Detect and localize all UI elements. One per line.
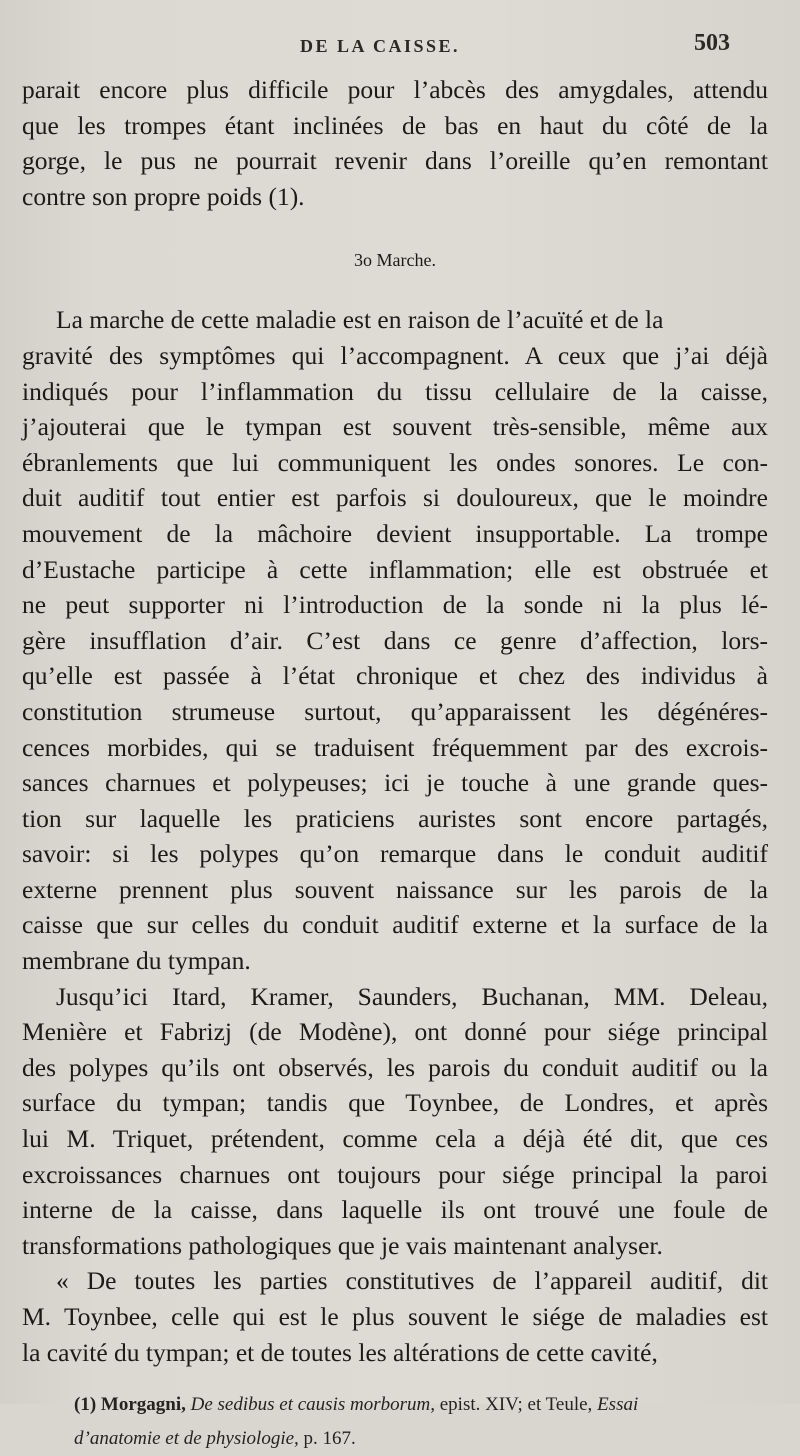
text-line: tion sur laquelle les praticiens auristes sont encore partagés, [22,803,768,833]
text-line: contre son propre poids (1). [22,181,305,211]
text-line: que les trompes étant inclinées de bas en haut du côté de la [22,110,768,140]
text-line: ne peut supporter ni l’introduction de la sonde ni la plus lé- [22,590,768,620]
paragraph [22,302,768,338]
text-line: caisse que sur celles du conduit auditif externe et la surface de la [22,910,768,940]
page-number: 503 [694,30,730,56]
text-line: gravité des symptômes qui l’accompagnent. A ceux que j’ai déjà [22,340,768,370]
text-line: surface du tympan; tandis que Toynbee, de Londres, et après [22,1088,768,1118]
paragraph [22,979,768,1264]
footnote-title: d’anatomie et de physiologie, [74,1428,299,1450]
text-line: interne de la caisse, dans laquelle ils ont trouvé une foule de [22,1195,768,1225]
text-line: M. Toynbee, celle qui est le plus souvent le siége de maladies est [22,1302,768,1331]
running-head: DE LA CAISSE. [300,36,461,56]
body-text [22,72,768,1456]
text-line: des polypes qu’ils ont observés, les parois du conduit auditif ou la [22,1052,768,1082]
text-line: gorge, le pus ne pourrait revenir dans l’oreille qu’en remontant [22,146,768,176]
page-header [0,28,800,68]
paragraph-continued [22,72,768,214]
text-line: membrane du tympan. [22,946,251,976]
text-line: savoir: si les polypes qu’on remarque dans le conduit auditif [22,839,768,869]
text-line: constitution strumeuse surtout, qu’apparaissent les dégénéres- [22,696,768,726]
footnote-page: p. 167. [298,1428,356,1450]
text-line: excroissances charnues ont toujours pour siége principal la paroi [22,1159,768,1189]
footnote-marker: (1) Morgagni, [74,1394,186,1416]
text-line: indiqués pour l’inflammation du tissu cellulaire de la caisse, [22,376,768,406]
paragraph-quotation [22,1263,768,1370]
text-line: la cavité du tympan; et de toutes les altérations de cette cavité, [22,1337,658,1367]
text-line: parait encore plus difficile pour l’abcès des amygdales, attendu [22,75,768,104]
text-line: transformations pathologiques que je vais maintenant analyser. [22,1230,663,1260]
footnote [22,1388,768,1456]
footnote-title: De sedibus et causis morborum, [190,1394,435,1416]
footnote-text: epist. XIV; et Teule, [434,1394,598,1416]
paragraph-body [22,338,768,979]
footnote-title: Essai [597,1394,639,1416]
text-line: qu’elle est passée à l’état chronique et chez des individus à [22,661,768,691]
text-line: cences morbides, qui se traduisent fréquemment par des excrois- [22,732,768,762]
text-line: ébranlements que lui communiquent les ondes sonores. Le con- [22,447,768,477]
text-line: d’Eustache participe à cette inflammation; elle est obstruée et [22,554,768,584]
text-line: sances charnues et polypeuses; ici je touche à une grande ques- [22,768,768,798]
text-line: gère insufflation d’air. C’est dans ce genre d’affection, lors- [22,625,768,655]
text-line: Jusqu’ici Itard, Kramer, Saunders, Buchanan, MM. Deleau, [56,981,768,1011]
text-line: mouvement de la mâchoire devient insupportable. La trompe [22,518,768,548]
section-heading: 3o Marche. [354,250,436,271]
text-line: La marche de cette maladie est en raison de l’acuïté et de la [56,305,664,335]
text-line: externe prennent plus souvent naissance sur les parois de la [22,874,768,904]
text-line: duit auditif tout entier est parfois si douloureux, que le moindre [22,483,768,513]
text-line: « De toutes les parties constitutives de l’appareil auditif, dit [56,1266,768,1296]
text-line: Menière et Fabrizj (de Modène), ont donné pour siége principal [22,1017,768,1047]
text-line: j’ajouterai que le tympan est souvent très-sensible, même aux [22,412,768,442]
footnote-separator [22,1370,768,1388]
text-line: lui M. Triquet, prétendent, comme cela a déjà été dit, que ces [22,1124,768,1154]
